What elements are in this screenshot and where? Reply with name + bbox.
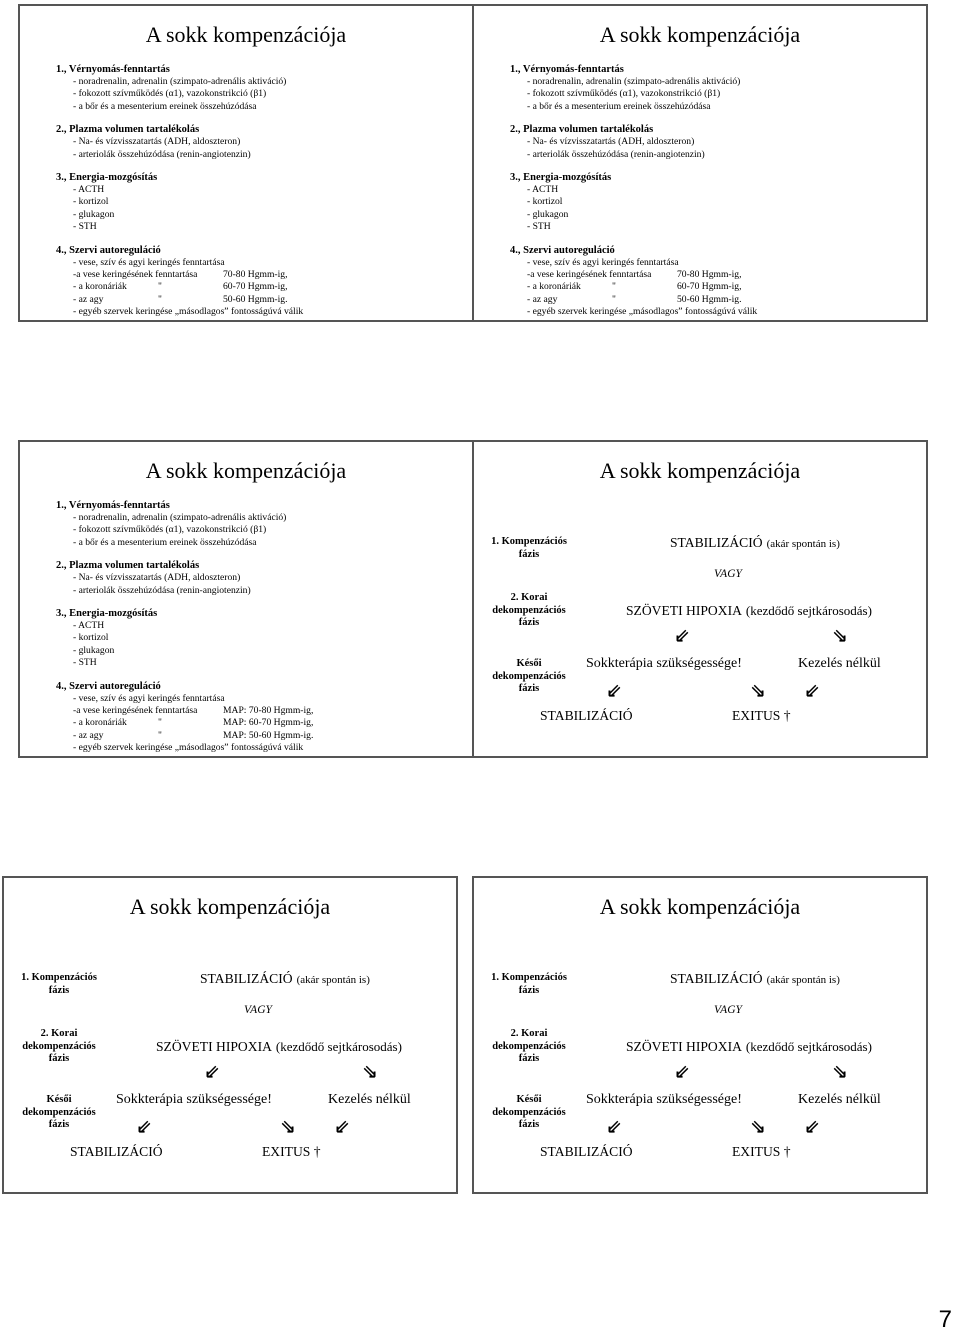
- bullet-line: [56, 136, 466, 148]
- phase-1-label: 1. Kompenzációs fázis: [21, 972, 97, 996]
- or-label: VAGY: [244, 1004, 272, 1016]
- line-text: - a koronáriák: [527, 281, 581, 293]
- bullet-line: [56, 572, 466, 584]
- line-text: - az agy: [527, 293, 558, 305]
- arrow-down-right-icon: ⇘: [832, 1061, 848, 1083]
- line-text: - vese, szív és agyi keringés fenntartása: [527, 256, 679, 268]
- slide-sections: [56, 499, 466, 758]
- line-text: -a vese keringésének fenntartása: [527, 269, 652, 281]
- section-heading: 1., Vérnyomás-fenntartás: [56, 64, 170, 75]
- tissue-hypoxia: SZÖVETI HIPOXIA (kezdődő sejtkárosodás): [626, 1039, 872, 1054]
- line-text: - az agy: [73, 293, 104, 305]
- slide-title: A sokk kompenzációja: [599, 894, 801, 919]
- section-heading: 2., Plazma volumen tartalékolás: [510, 124, 654, 136]
- without-treatment: Kezelés nélkül: [798, 1092, 881, 1107]
- line-text: - a bőr és a mesenterium ereinek összehúzódása: [73, 100, 257, 112]
- slide-sections: [56, 63, 466, 322]
- arrow-down-left-icon: ⇙: [334, 1116, 350, 1138]
- ditto-mark: ": [158, 281, 162, 293]
- bullet-line: [510, 221, 920, 233]
- without-treatment: Kezelés nélkül: [328, 1092, 411, 1107]
- phase-3-label: Késői dekompenzációs fázis: [492, 658, 566, 694]
- arrow-down-left-icon: ⇙: [804, 1116, 820, 1138]
- line-text: - STH: [73, 221, 97, 233]
- section-heading: 1., Vérnyomás-fenntartás: [510, 64, 624, 75]
- line-text: - glukagon: [527, 208, 569, 220]
- without-treatment: Kezelés nélkül: [798, 656, 881, 671]
- page-number: 7: [938, 1306, 952, 1333]
- bullet-line: [56, 76, 466, 88]
- arrow-down-right-icon: ⇘: [750, 1116, 766, 1138]
- bullet-line: [56, 657, 466, 669]
- section-heading: 4., Szervi autoreguláció: [56, 680, 161, 692]
- bullet-line: [56, 524, 466, 536]
- line-text: - ACTH: [527, 184, 559, 196]
- ditto-mark: ": [612, 281, 616, 293]
- line-text: - arteriolák összehúzódása (renin-angiotenzin): [73, 584, 251, 596]
- slide-5: [2, 876, 458, 1194]
- pressure-value: 60-70 Hgmm-ig,: [677, 281, 742, 293]
- line-text: - noradrenalin, adrenalin (szimpato-adrenális aktiváció): [527, 76, 741, 87]
- phase-2-label: 2. Korai dekompenzációs fázis: [22, 1028, 96, 1064]
- slide-3: [18, 440, 474, 758]
- bullet-line: [56, 632, 466, 644]
- slide-sections: [510, 63, 920, 322]
- phase-3-label: Késői dekompenzációs fázis: [22, 1094, 96, 1130]
- final-stabilization: STABILIZÁCIÓ: [70, 1144, 163, 1159]
- shock-therapy-needed: Sokkterápia szükségessége!: [586, 1092, 742, 1107]
- slide-title: A sokk kompenzációja: [599, 22, 801, 47]
- pressure-value: 50-60 Hgmm-ig.: [677, 293, 742, 305]
- line-text: - glukagon: [73, 644, 115, 656]
- pressure-value: 70-80 Hgmm-ig,: [677, 269, 742, 281]
- slide-title: A sokk kompenzációja: [145, 22, 347, 47]
- arrow-down-right-icon: ⇘: [280, 1116, 296, 1138]
- bullet-line: [56, 196, 466, 208]
- bullet-line: [56, 184, 466, 196]
- arrow-down-left-icon: ⇙: [674, 625, 690, 647]
- section-1: [56, 499, 466, 549]
- tissue-hypoxia: SZÖVETI HIPOXIA (kezdődő sejtkárosodás): [626, 603, 872, 618]
- line-text: - Na- és vízvisszatartás (ADH, aldoszteron): [527, 136, 695, 148]
- section-1: [510, 63, 920, 113]
- bullet-line: [56, 693, 466, 705]
- bullet-line: [56, 294, 466, 306]
- stabilization-spontaneous: STABILIZÁCIÓ (akár spontán is): [200, 971, 370, 986]
- ditto-mark: ": [158, 293, 162, 305]
- section-2: [56, 559, 466, 597]
- line-text: - ACTH: [73, 184, 105, 196]
- line-text: - kortizol: [73, 196, 109, 208]
- stabilization-spontaneous: STABILIZÁCIÓ (akár spontán is): [670, 535, 840, 550]
- bullet-line: [56, 257, 466, 269]
- bullet-line: [56, 306, 466, 318]
- bullet-line: [56, 705, 466, 717]
- section-heading: 2., Plazma volumen tartalékolás: [56, 124, 200, 136]
- section-heading: 1., Vérnyomás-fenntartás: [56, 500, 170, 511]
- line-text: - a koronáriák: [73, 281, 127, 293]
- line-text: - vese, szív és agyi keringés fenntartása: [73, 256, 225, 268]
- line-text: - ACTH: [73, 620, 105, 632]
- slide-title: A sokk kompenzációja: [145, 458, 347, 483]
- bullet-line: [510, 136, 920, 148]
- pressure-value: MAP: 50-60 Hgmm-ig.: [223, 729, 314, 741]
- section-3: [56, 607, 466, 670]
- arrow-down-left-icon: ⇙: [674, 1061, 690, 1083]
- section-heading: 2., Plazma volumen tartalékolás: [56, 560, 200, 572]
- line-text: - egyéb szervek keringése „másodlagos” fontosságúvá válik: [73, 742, 304, 754]
- arrow-down-right-icon: ⇘: [362, 1061, 378, 1083]
- line-text: - a koronáriák: [73, 717, 127, 729]
- final-stabilization: STABILIZÁCIÓ: [540, 1144, 633, 1159]
- pressure-value: 60-70 Hgmm-ig,: [223, 281, 288, 293]
- bullet-line: [510, 306, 920, 318]
- line-text: - Na- és vízvisszatartás (ADH, aldoszteron): [73, 572, 241, 584]
- section-3: [510, 171, 920, 234]
- bullet-line: [510, 269, 920, 281]
- slide-4: [472, 440, 928, 758]
- arrow-down-left-icon: ⇙: [136, 1116, 152, 1138]
- line-text: - arteriolák összehúzódása (renin-angiotenzin): [73, 148, 251, 160]
- line-text: - a bőr és a mesenterium ereinek összehúzódása: [73, 536, 257, 548]
- bullet-line: [510, 209, 920, 221]
- line-text: - arteriolák összehúzódása (renin-angiotenzin): [527, 148, 705, 160]
- pressure-value: 70-80 Hgmm-ig,: [223, 269, 288, 281]
- line-text: - glukagon: [73, 208, 115, 220]
- bullet-line: [56, 209, 466, 221]
- bullet-line: [56, 221, 466, 233]
- phase-3-label: Késői dekompenzációs fázis: [492, 1094, 566, 1130]
- arrow-down-left-icon: ⇙: [204, 1061, 220, 1083]
- line-text: - kortizol: [73, 632, 109, 644]
- bullet-line: [510, 281, 920, 293]
- slide-title: A sokk kompenzációja: [129, 894, 331, 919]
- or-label: VAGY: [714, 568, 742, 580]
- bullet-line: [510, 101, 920, 113]
- final-stabilization: STABILIZÁCIÓ: [540, 708, 633, 723]
- ditto-mark: ": [158, 729, 162, 741]
- line-text: - fokozott szívműködés (α1), vazokonstrikció (β1): [73, 88, 267, 100]
- line-text: - az agy: [73, 729, 104, 741]
- section-2: [510, 123, 920, 161]
- bullet-line: [510, 257, 920, 269]
- line-text: - a bőr és a mesenterium ereinek összehúzódása: [527, 100, 711, 112]
- section-4: [510, 244, 920, 319]
- shock-therapy-needed: Sokkterápia szükségessége!: [116, 1092, 272, 1107]
- bullet-line: [510, 184, 920, 196]
- pressure-value: MAP: 70-80 Hgmm-ig,: [223, 705, 314, 717]
- line-text: - noradrenalin, adrenalin (szimpato-adrenális aktiváció): [73, 512, 287, 523]
- slide-2: [472, 4, 928, 322]
- line-text: - noradrenalin, adrenalin (szimpato-adrenális aktiváció): [73, 76, 287, 87]
- bullet-line: [56, 88, 466, 100]
- phase-2-label: 2. Korai dekompenzációs fázis: [492, 1028, 566, 1064]
- section-heading: 4., Szervi autoreguláció: [510, 244, 615, 256]
- slide-title: A sokk kompenzációja: [599, 458, 801, 483]
- bullet-line: [56, 730, 466, 742]
- bullet-line: [56, 269, 466, 281]
- ditto-mark: ": [158, 717, 162, 729]
- bullet-line: [56, 101, 466, 113]
- exitus-label: EXITUS †: [262, 1144, 321, 1159]
- line-text: - STH: [527, 221, 551, 233]
- pressure-value: 50-60 Hgmm-ig.: [223, 293, 288, 305]
- arrow-down-right-icon: ⇘: [750, 680, 766, 702]
- line-text: -a vese keringésének fenntartása: [73, 705, 198, 717]
- section-2: [56, 123, 466, 161]
- bullet-line: [510, 294, 920, 306]
- bullet-line: [56, 281, 466, 293]
- bullet-line: [510, 149, 920, 161]
- stabilization-spontaneous: STABILIZÁCIÓ (akár spontán is): [670, 971, 840, 986]
- tissue-hypoxia: SZÖVETI HIPOXIA (kezdődő sejtkárosodás): [156, 1039, 402, 1054]
- bullet-line: [56, 645, 466, 657]
- phase-2-label: 2. Korai dekompenzációs fázis: [492, 592, 566, 628]
- line-text: -a vese keringésének fenntartása: [73, 269, 198, 281]
- arrow-down-right-icon: ⇘: [832, 625, 848, 647]
- or-label: VAGY: [714, 1004, 742, 1016]
- line-text: - fokozott szívműködés (α1), vazokonstrikció (β1): [527, 88, 721, 100]
- bullet-line: [510, 76, 920, 88]
- bullet-line: [510, 196, 920, 208]
- line-text: - fokozott szívműködés (α1), vazokonstrikció (β1): [73, 524, 267, 536]
- line-text: - kortizol: [527, 196, 563, 208]
- arrow-down-left-icon: ⇙: [606, 1116, 622, 1138]
- slide-6: [472, 876, 928, 1194]
- bullet-line: [56, 149, 466, 161]
- pressure-value: MAP: 60-70 Hgmm-ig,: [223, 717, 314, 729]
- bullet-line: [56, 717, 466, 729]
- ditto-mark: ": [612, 293, 616, 305]
- bullet-line: [510, 88, 920, 100]
- bullet-line: [56, 620, 466, 632]
- phase-1-label: 1. Kompenzációs fázis: [491, 536, 567, 560]
- section-heading: 3., Energia-mozgósítás: [56, 172, 158, 184]
- line-text: - egyéb szervek keringése „másodlagos” fontosságúvá válik: [527, 306, 758, 318]
- section-4: [56, 244, 466, 319]
- bullet-line: [56, 585, 466, 597]
- line-text: - vese, szív és agyi keringés fenntartása: [73, 692, 225, 704]
- arrow-down-left-icon: ⇙: [606, 680, 622, 702]
- slide-1: [18, 4, 474, 322]
- exitus-label: EXITUS †: [732, 708, 791, 723]
- section-heading: 3., Energia-mozgósítás: [56, 608, 158, 620]
- arrow-down-left-icon: ⇙: [804, 680, 820, 702]
- section-3: [56, 171, 466, 234]
- bullet-line: [56, 742, 466, 754]
- section-heading: 4., Szervi autoreguláció: [56, 244, 161, 256]
- bullet-line: [56, 512, 466, 524]
- section-heading: 3., Energia-mozgósítás: [510, 172, 612, 184]
- bullet-line: [56, 537, 466, 549]
- phase-1-label: 1. Kompenzációs fázis: [491, 972, 567, 996]
- section-4: [56, 680, 466, 755]
- exitus-label: EXITUS †: [732, 1144, 791, 1159]
- shock-therapy-needed: Sokkterápia szükségessége!: [586, 656, 742, 671]
- line-text: - STH: [73, 657, 97, 669]
- section-1: [56, 63, 466, 113]
- line-text: - Na- és vízvisszatartás (ADH, aldoszteron): [73, 136, 241, 148]
- line-text: - egyéb szervek keringése „másodlagos” fontosságúvá válik: [73, 306, 304, 318]
